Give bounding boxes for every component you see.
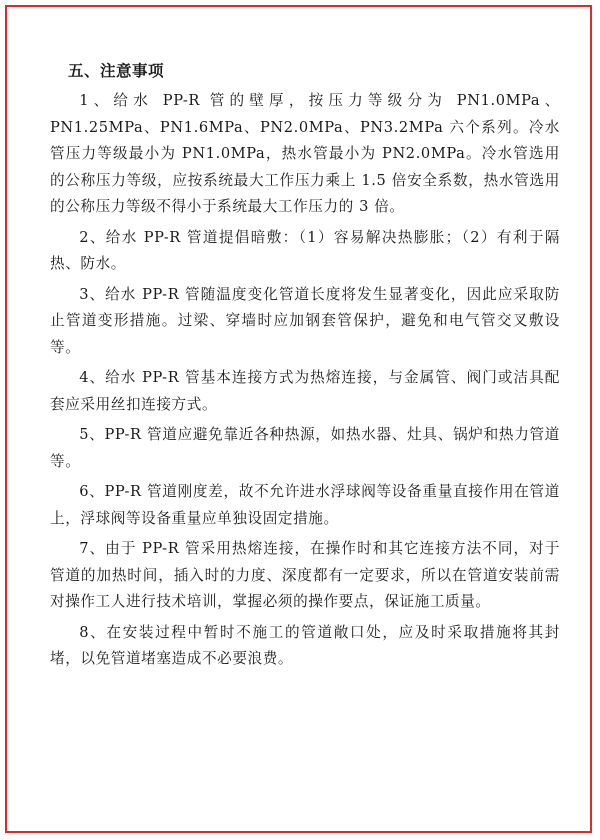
paragraph-2: 2、给水 PP-R 管道提倡暗敷：（1）容易解决热膨胀；（2）有利于隔热、防水。	[50, 228, 560, 272]
section-title: 五、注意事项	[68, 62, 165, 80]
paragraph-5: 5、PP-R 管道应避免靠近各种热源，如热水器、灶具、锅炉和热力管道等。	[50, 426, 560, 470]
paragraph-8: 8、在安装过程中暂时不施工的管道敞口处，应及时采取措施将其封堵，以免管道堵塞造成不必要浪费。	[50, 623, 560, 667]
paragraph-6: 6、PP-R 管道刚度差，故不允许进水浮球阀等设备重量直接作用在管道上，浮球阀等设备重量应单独设固定措施。	[50, 483, 560, 527]
paragraph-7: 7、由于 PP-R 管采用热熔连接，在操作时和其它连接方法不同，对于管道的加热时间，插入时的力度、深度都有一定要求，所以在管道安装前需对操作工人进行技术培训，掌握必须的操作要点，保证施工质量。	[50, 540, 560, 610]
paragraph-1: 1、给水 PP-R 管的壁厚，按压力等级分为 PN1.0MPa、PN1.25MPa、PN1.6MPa、PN2.0MPa、PN3.2MPa 六个系列。冷水管压力等级最小为 PN1.0MPa，热水管最小为 PN2.0MPa。冷水管选用的公称压力等级，应按系统最大工作压力乘上 1.5 倍安全系数，热水管选用的公称压力等级不得小于系统最大工作压力的 3 倍。	[50, 92, 560, 215]
document-body	[50, 58, 560, 677]
paragraph-4: 4、给水 PP-R 管基本连接方式为热熔连接，与金属管、阀门或洁具配套应采用丝扣连接方式。	[50, 369, 560, 413]
paragraph-3: 3、给水 PP-R 管随温度变化管道长度将发生显著变化，因此应采取防止管道变形措施。过梁、穿墙时应加钢套管保护，避免和电气管交叉敷设等。	[50, 285, 560, 356]
